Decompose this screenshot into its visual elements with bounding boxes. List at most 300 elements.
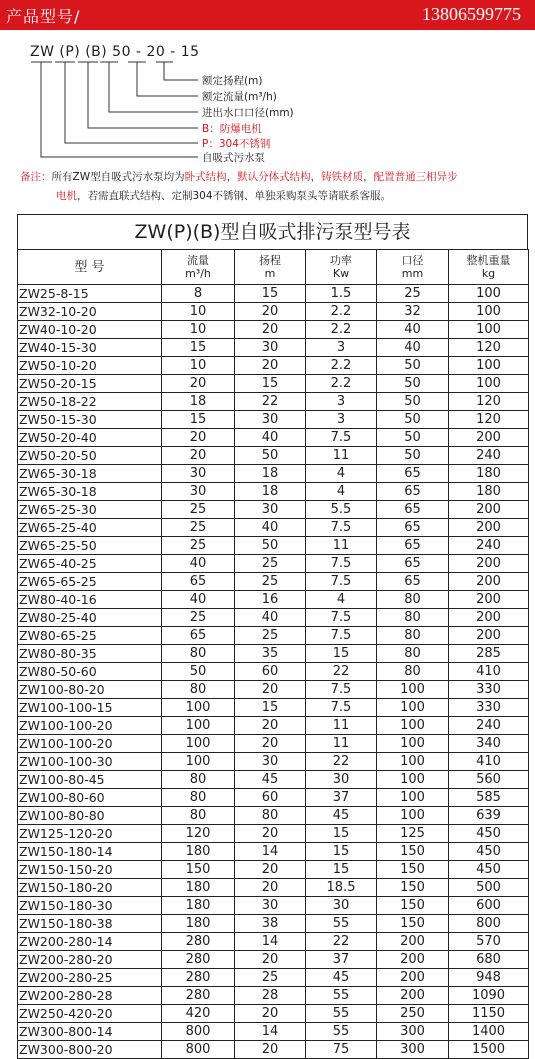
cell-flow: 20 — [162, 375, 235, 393]
cell-head: 30 — [235, 897, 306, 915]
cell-diameter: 80 — [377, 663, 449, 681]
cell-power: 37 — [306, 951, 377, 969]
cell-model: ZW65-30-18 — [18, 465, 162, 483]
cell-power: 7.5 — [306, 627, 377, 645]
table-row — [18, 987, 529, 1005]
cell-weight: 1400 — [449, 1023, 529, 1041]
table-row — [18, 555, 529, 573]
cell-flow: 30 — [162, 483, 235, 501]
cell-weight: 100 — [449, 285, 529, 303]
cell-weight: 100 — [449, 303, 529, 321]
cell-flow: 100 — [162, 735, 235, 753]
cell-power: 7.5 — [306, 519, 377, 537]
cell-power: 55 — [306, 1005, 377, 1023]
cell-model: ZW100-80-60 — [18, 789, 162, 807]
cell-power: 15 — [306, 645, 377, 663]
cell-flow: 100 — [162, 699, 235, 717]
cell-diameter: 40 — [377, 321, 449, 339]
cell-power: 4 — [306, 465, 377, 483]
cell-head: 20 — [235, 357, 306, 375]
cell-diameter: 65 — [377, 555, 449, 573]
remark-note — [20, 168, 525, 206]
cell-head: 25 — [235, 573, 306, 591]
cell-diameter: 50 — [377, 393, 449, 411]
cell-model: ZW65-25-40 — [18, 519, 162, 537]
cell-head: 14 — [235, 843, 306, 861]
table-row — [18, 573, 529, 591]
table-body — [18, 285, 529, 1059]
section-title: 产品型号/ — [6, 7, 81, 26]
cell-weight: 100 — [449, 357, 529, 375]
cell-model: ZW50-20-15 — [18, 375, 162, 393]
cell-weight: 570 — [449, 933, 529, 951]
cell-head: 20 — [235, 1041, 306, 1059]
cell-power: 15 — [306, 843, 377, 861]
cell-model: ZW150-180-14 — [18, 843, 162, 861]
cell-head: 45 — [235, 771, 306, 789]
cell-diameter: 150 — [377, 879, 449, 897]
cell-model: ZW100-100-20 — [18, 735, 162, 753]
table-row — [18, 663, 529, 681]
cell-diameter: 65 — [377, 501, 449, 519]
legend-pump-type: 自吸式污水泵 — [202, 152, 265, 164]
cell-head: 14 — [235, 1023, 306, 1041]
cell-model: ZW150-180-20 — [18, 879, 162, 897]
cell-flow: 80 — [162, 645, 235, 663]
cell-weight: 450 — [449, 843, 529, 861]
cell-flow: 8 — [162, 285, 235, 303]
cell-head: 20 — [235, 681, 306, 699]
table-row — [18, 375, 529, 393]
cell-weight: 200 — [449, 591, 529, 609]
table-row — [18, 753, 529, 771]
table-row — [18, 285, 529, 303]
header-head: 扬程 m — [235, 250, 306, 285]
cell-weight: 330 — [449, 699, 529, 717]
cell-flow: 800 — [162, 1023, 235, 1041]
cell-weight: 1500 — [449, 1041, 529, 1059]
cell-diameter: 32 — [377, 303, 449, 321]
cell-head: 15 — [235, 285, 306, 303]
cell-head: 40 — [235, 609, 306, 627]
cell-weight: 240 — [449, 447, 529, 465]
cell-weight: 100 — [449, 321, 529, 339]
legend-flow: 额定流量(m³/h) — [202, 91, 277, 103]
cell-diameter: 200 — [377, 933, 449, 951]
legend-diameter: 进出水口口径(mm) — [202, 107, 294, 119]
cell-weight: 680 — [449, 951, 529, 969]
table-row — [18, 447, 529, 465]
cell-flow: 100 — [162, 753, 235, 771]
table-row — [18, 609, 529, 627]
cell-power: 37 — [306, 789, 377, 807]
cell-power: 55 — [306, 987, 377, 1005]
cell-model: ZW50-10-20 — [18, 357, 162, 375]
cell-weight: 600 — [449, 897, 529, 915]
cell-flow: 80 — [162, 771, 235, 789]
cell-model: ZW80-65-25 — [18, 627, 162, 645]
note-label: 备注： — [20, 171, 52, 183]
cell-head: 20 — [235, 1005, 306, 1023]
cell-model: ZW40-10-20 — [18, 321, 162, 339]
cell-flow: 25 — [162, 519, 235, 537]
cell-flow: 180 — [162, 915, 235, 933]
cell-flow: 150 — [162, 861, 235, 879]
cell-model: ZW80-40-16 — [18, 591, 162, 609]
table-row — [18, 411, 529, 429]
cell-power: 30 — [306, 897, 377, 915]
cell-weight: 200 — [449, 429, 529, 447]
cell-flow: 280 — [162, 987, 235, 1005]
header-model: 型 号 — [18, 250, 162, 285]
note-text: ，若需直联式结构、定制304不锈钢、单独采购泵头等请联系客服。 — [77, 190, 392, 202]
table-row — [18, 627, 529, 645]
cell-flow: 180 — [162, 879, 235, 897]
legend-explosion-proof: B：防爆电机 — [202, 123, 262, 135]
cell-power: 15 — [306, 861, 377, 879]
model-code-diagram — [0, 36, 535, 166]
note-highlight: 配置普通三相异步 — [373, 171, 458, 183]
cell-diameter: 150 — [377, 915, 449, 933]
cell-model: ZW65-25-30 — [18, 501, 162, 519]
table-row — [18, 429, 529, 447]
cell-flow: 180 — [162, 897, 235, 915]
cell-power: 55 — [306, 915, 377, 933]
legend-stainless: P：304不锈钢 — [202, 138, 271, 150]
table-row — [18, 807, 529, 825]
model-table — [17, 249, 529, 1059]
cell-power: 2.2 — [306, 303, 377, 321]
cell-weight: 800 — [449, 915, 529, 933]
cell-diameter: 65 — [377, 465, 449, 483]
cell-model: ZW65-25-50 — [18, 537, 162, 555]
cell-power: 3 — [306, 339, 377, 357]
cell-head: 35 — [235, 645, 306, 663]
cell-power: 7.5 — [306, 699, 377, 717]
cell-weight: 200 — [449, 627, 529, 645]
cell-head: 30 — [235, 753, 306, 771]
cell-power: 2.2 — [306, 357, 377, 375]
cell-head: 60 — [235, 789, 306, 807]
cell-power: 3 — [306, 411, 377, 429]
cell-weight: 200 — [449, 573, 529, 591]
cell-head: 20 — [235, 717, 306, 735]
cell-weight: 120 — [449, 411, 529, 429]
cell-power: 4 — [306, 591, 377, 609]
cell-weight: 1090 — [449, 987, 529, 1005]
cell-model: ZW65-30-18 — [18, 483, 162, 501]
cell-head: 40 — [235, 429, 306, 447]
cell-model: ZW125-120-20 — [18, 825, 162, 843]
model-code: ZW (P) (B) 50 - 20 - 15 — [30, 44, 200, 60]
cell-weight: 120 — [449, 339, 529, 357]
cell-power: 15 — [306, 825, 377, 843]
cell-diameter: 100 — [377, 699, 449, 717]
cell-diameter: 80 — [377, 627, 449, 645]
cell-power: 7.5 — [306, 429, 377, 447]
cell-diameter: 100 — [377, 789, 449, 807]
table-row — [18, 825, 529, 843]
cell-power: 45 — [306, 807, 377, 825]
table-row — [18, 879, 529, 897]
cell-model: ZW150-150-20 — [18, 861, 162, 879]
cell-head: 20 — [235, 321, 306, 339]
cell-model: ZW150-180-30 — [18, 897, 162, 915]
cell-power: 11 — [306, 735, 377, 753]
cell-weight: 285 — [449, 645, 529, 663]
cell-diameter: 100 — [377, 807, 449, 825]
cell-model: ZW300-800-20 — [18, 1041, 162, 1059]
cell-head: 20 — [235, 951, 306, 969]
table-row — [18, 771, 529, 789]
table-row — [18, 717, 529, 735]
cell-power: 18.5 — [306, 879, 377, 897]
cell-model: ZW32-10-20 — [18, 303, 162, 321]
cell-power: 2.2 — [306, 321, 377, 339]
cell-model: ZW50-20-50 — [18, 447, 162, 465]
cell-model: ZW50-15-30 — [18, 411, 162, 429]
cell-head: 60 — [235, 663, 306, 681]
cell-power: 7.5 — [306, 609, 377, 627]
cell-head: 50 — [235, 447, 306, 465]
cell-diameter: 250 — [377, 1005, 449, 1023]
cell-diameter: 200 — [377, 987, 449, 1005]
cell-power: 11 — [306, 717, 377, 735]
table-row — [18, 915, 529, 933]
table-row — [18, 861, 529, 879]
cell-head: 30 — [235, 339, 306, 357]
cell-model: ZW100-100-20 — [18, 717, 162, 735]
table-row — [18, 735, 529, 753]
cell-model: ZW40-15-30 — [18, 339, 162, 357]
note-highlight: 电机 — [56, 190, 77, 202]
cell-head: 50 — [235, 537, 306, 555]
cell-power: 55 — [306, 1023, 377, 1041]
cell-flow: 420 — [162, 1005, 235, 1023]
phone-number: 13806599775 — [422, 4, 521, 24]
cell-model: ZW50-20-40 — [18, 429, 162, 447]
note-text: ， — [310, 171, 322, 183]
cell-power: 22 — [306, 663, 377, 681]
table-row — [18, 393, 529, 411]
cell-power: 7.5 — [306, 681, 377, 699]
cell-diameter: 50 — [377, 447, 449, 465]
cell-flow: 25 — [162, 537, 235, 555]
table-row — [18, 699, 529, 717]
cell-weight: 200 — [449, 519, 529, 537]
table-row — [18, 591, 529, 609]
cell-flow: 25 — [162, 609, 235, 627]
table-row — [18, 1005, 529, 1023]
cell-flow: 15 — [162, 411, 235, 429]
cell-head: 20 — [235, 825, 306, 843]
cell-weight: 560 — [449, 771, 529, 789]
cell-model: ZW200-280-28 — [18, 987, 162, 1005]
cell-flow: 40 — [162, 555, 235, 573]
cell-diameter: 80 — [377, 609, 449, 627]
cell-flow: 15 — [162, 339, 235, 357]
cell-head: 25 — [235, 969, 306, 987]
cell-diameter: 50 — [377, 411, 449, 429]
cell-weight: 240 — [449, 717, 529, 735]
cell-model: ZW65-65-25 — [18, 573, 162, 591]
cell-model: ZW250-420-20 — [18, 1005, 162, 1023]
cell-flow: 25 — [162, 501, 235, 519]
table-row — [18, 1023, 529, 1041]
cell-weight: 330 — [449, 681, 529, 699]
cell-head: 25 — [235, 627, 306, 645]
table-row — [18, 681, 529, 699]
cell-weight: 639 — [449, 807, 529, 825]
cell-flow: 280 — [162, 951, 235, 969]
table-title: ZW(P)(B)型自吸式排污泵型号表 — [17, 214, 528, 249]
cell-diameter: 200 — [377, 951, 449, 969]
cell-weight: 450 — [449, 861, 529, 879]
cell-power: 22 — [306, 753, 377, 771]
note-highlight: 卧式结构 — [184, 171, 227, 183]
cell-diameter: 200 — [377, 969, 449, 987]
cell-flow: 120 — [162, 825, 235, 843]
cell-model: ZW80-80-35 — [18, 645, 162, 663]
cell-weight: 100 — [449, 375, 529, 393]
cell-head: 20 — [235, 303, 306, 321]
cell-weight: 200 — [449, 555, 529, 573]
cell-weight: 200 — [449, 609, 529, 627]
cell-diameter: 40 — [377, 339, 449, 357]
cell-power: 7.5 — [306, 555, 377, 573]
note-text: 所有ZW型自吸式污水泵均为 — [51, 171, 185, 183]
cell-flow: 40 — [162, 591, 235, 609]
header-power: 功率 Kw — [306, 250, 377, 285]
model-table-container — [17, 214, 528, 1059]
cell-diameter: 65 — [377, 537, 449, 555]
cell-model: ZW50-18-22 — [18, 393, 162, 411]
cell-power: 30 — [306, 771, 377, 789]
header-diameter: 口径 mm — [377, 250, 449, 285]
header-flow: 流量 m³/h — [162, 250, 235, 285]
cell-head: 38 — [235, 915, 306, 933]
cell-diameter: 100 — [377, 681, 449, 699]
cell-head: 20 — [235, 861, 306, 879]
table-row — [18, 789, 529, 807]
cell-flow: 10 — [162, 303, 235, 321]
cell-flow: 800 — [162, 1041, 235, 1059]
cell-power: 2.2 — [306, 375, 377, 393]
cell-power: 11 — [306, 447, 377, 465]
table-header-row — [18, 250, 529, 285]
cell-model: ZW80-50-60 — [18, 663, 162, 681]
cell-model: ZW100-80-80 — [18, 807, 162, 825]
cell-flow: 280 — [162, 969, 235, 987]
cell-power: 45 — [306, 969, 377, 987]
cell-weight: 200 — [449, 501, 529, 519]
cell-head: 40 — [235, 519, 306, 537]
cell-weight: 410 — [449, 753, 529, 771]
cell-diameter: 50 — [377, 429, 449, 447]
cell-flow: 100 — [162, 717, 235, 735]
cell-model: ZW150-180-38 — [18, 915, 162, 933]
cell-power: 22 — [306, 933, 377, 951]
cell-model: ZW200-280-20 — [18, 951, 162, 969]
cell-flow: 80 — [162, 681, 235, 699]
legend-head: 额定扬程(m) — [202, 75, 263, 87]
table-row — [18, 933, 529, 951]
cell-flow: 65 — [162, 627, 235, 645]
table-row — [18, 843, 529, 861]
cell-diameter: 300 — [377, 1041, 449, 1059]
table-row — [18, 339, 529, 357]
cell-weight: 240 — [449, 537, 529, 555]
table-row — [18, 321, 529, 339]
cell-flow: 20 — [162, 447, 235, 465]
cell-flow: 65 — [162, 573, 235, 591]
cell-model: ZW100-100-15 — [18, 699, 162, 717]
cell-flow: 280 — [162, 933, 235, 951]
cell-weight: 120 — [449, 393, 529, 411]
note-highlight: 铸铁材质 — [321, 171, 364, 183]
cell-weight: 410 — [449, 663, 529, 681]
cell-flow: 50 — [162, 663, 235, 681]
table-row — [18, 537, 529, 555]
table-row — [18, 951, 529, 969]
cell-model: ZW100-100-30 — [18, 753, 162, 771]
cell-diameter: 150 — [377, 897, 449, 915]
cell-head: 25 — [235, 555, 306, 573]
note-text: ， — [226, 171, 238, 183]
cell-head: 20 — [235, 735, 306, 753]
cell-model: ZW100-80-45 — [18, 771, 162, 789]
cell-power: 7.5 — [306, 573, 377, 591]
cell-head: 18 — [235, 483, 306, 501]
cell-diameter: 150 — [377, 843, 449, 861]
table-row — [18, 357, 529, 375]
cell-head: 80 — [235, 807, 306, 825]
header-banner — [0, 0, 535, 30]
cell-power: 5.5 — [306, 501, 377, 519]
cell-head: 14 — [235, 933, 306, 951]
table-row — [18, 645, 529, 663]
cell-model: ZW65-40-25 — [18, 555, 162, 573]
cell-head: 22 — [235, 393, 306, 411]
cell-head: 20 — [235, 879, 306, 897]
cell-power: 3 — [306, 393, 377, 411]
cell-diameter: 25 — [377, 285, 449, 303]
table-row — [18, 303, 529, 321]
cell-flow: 20 — [162, 429, 235, 447]
cell-weight: 1150 — [449, 1005, 529, 1023]
cell-weight: 585 — [449, 789, 529, 807]
cell-flow: 80 — [162, 807, 235, 825]
cell-weight: 948 — [449, 969, 529, 987]
cell-diameter: 65 — [377, 483, 449, 501]
cell-diameter: 100 — [377, 753, 449, 771]
cell-flow: 10 — [162, 321, 235, 339]
cell-weight: 180 — [449, 465, 529, 483]
cell-flow: 180 — [162, 843, 235, 861]
cell-weight: 500 — [449, 879, 529, 897]
cell-diameter: 125 — [377, 825, 449, 843]
cell-weight: 340 — [449, 735, 529, 753]
cell-flow: 30 — [162, 465, 235, 483]
cell-head: 15 — [235, 375, 306, 393]
table-row — [18, 483, 529, 501]
cell-model: ZW80-25-40 — [18, 609, 162, 627]
cell-power: 1.5 — [306, 285, 377, 303]
cell-diameter: 50 — [377, 375, 449, 393]
table-row — [18, 501, 529, 519]
cell-flow: 10 — [162, 357, 235, 375]
cell-diameter: 300 — [377, 1023, 449, 1041]
